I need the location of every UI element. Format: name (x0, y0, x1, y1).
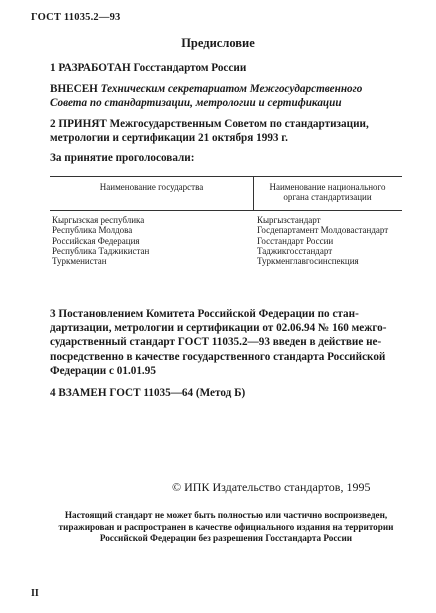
table-col-state (52, 215, 149, 266)
table-top-rule (50, 176, 402, 177)
copyright: © ИПК Издательство стандартов, 1995 (172, 480, 371, 494)
table-cell: Кыргызстандарт (257, 215, 321, 225)
paragraph-developed-by (50, 61, 402, 75)
table-cell: Кыргызская республика (52, 215, 145, 225)
note-line: Российской Федерации без разрешения Госстандарта России (99, 533, 353, 543)
table-header-state: Наименование государства (99, 182, 204, 192)
note-line: тиражирован и распространен в качестве официального издания на территории (58, 521, 394, 532)
reproduction-note (46, 510, 406, 545)
paragraph-text-line: метрологии и сертификации 21 октября 1993 г. (50, 132, 288, 144)
paragraph-lead: 2 ПРИНЯТ (50, 118, 107, 130)
document-code: ГОСТ 11035.2—93 (31, 12, 121, 23)
table-cell: Госстандарт России (257, 235, 334, 246)
table-col-body (257, 215, 388, 266)
table-header-line: органа стандартизации (283, 192, 372, 202)
table-cell: Республика Таджикистан (52, 245, 150, 256)
paragraph-text-line: 3 Постановлением Комитета Российской Федерации по стан- (50, 308, 359, 320)
paragraph-lead: ВНЕСЕН (50, 83, 98, 95)
paragraph-replaces: 4 ВЗАМЕН ГОСТ 11035—64 (Метод Б) (50, 387, 246, 399)
table-cell: Российская Федерация (52, 235, 140, 246)
table-cell: Туркменистан (52, 256, 107, 267)
table-cell: Туркменглавгосинспекция (257, 256, 359, 267)
paragraph-text-line: сударственный стандарт ГОСТ 11035.2—93 введен в действие не- (50, 336, 382, 349)
paragraph-adopted-by (50, 117, 402, 145)
paragraph-lead: 1 РАЗРАБОТАН (50, 62, 131, 74)
vote-intro: За принятие проголосовали: (50, 152, 195, 164)
table-header-rule (50, 210, 402, 211)
paragraph-text: Госстандартом России (130, 62, 247, 74)
paragraph-enacted (50, 307, 402, 378)
table-header-body (253, 182, 402, 202)
table-cell: Республика Молдова (52, 225, 133, 236)
table-cell: Госдепартамент Молдовастандарт (257, 225, 389, 236)
paragraph-text: Межгосударственным Советом по стандартизации, (106, 118, 369, 130)
paragraph-text: Техническим секретариатом Межгосударственного (97, 83, 363, 95)
note-line: Настоящий стандарт не может быть полностью или частично воспроизведен, (64, 510, 388, 520)
paragraph-text-line: посредственно в качестве государственного стандарта Российской (50, 350, 386, 363)
paragraph-text-line: дартизации, метрологии и сертификации от 02.06.94 № 160 межго- (50, 322, 387, 335)
page-title: Предисловие (181, 36, 255, 50)
paragraph-text-line: Совета по стандартизации, метрологии и сертификации (50, 97, 342, 109)
page-number: II (31, 588, 39, 599)
paragraph-submitted-by (50, 82, 402, 110)
table-header-line: Наименование национального (269, 182, 386, 192)
table-cell: Таджикгосстандарт (257, 245, 333, 256)
paragraph-text-line: Федерации с 01.01.95 (50, 364, 156, 377)
